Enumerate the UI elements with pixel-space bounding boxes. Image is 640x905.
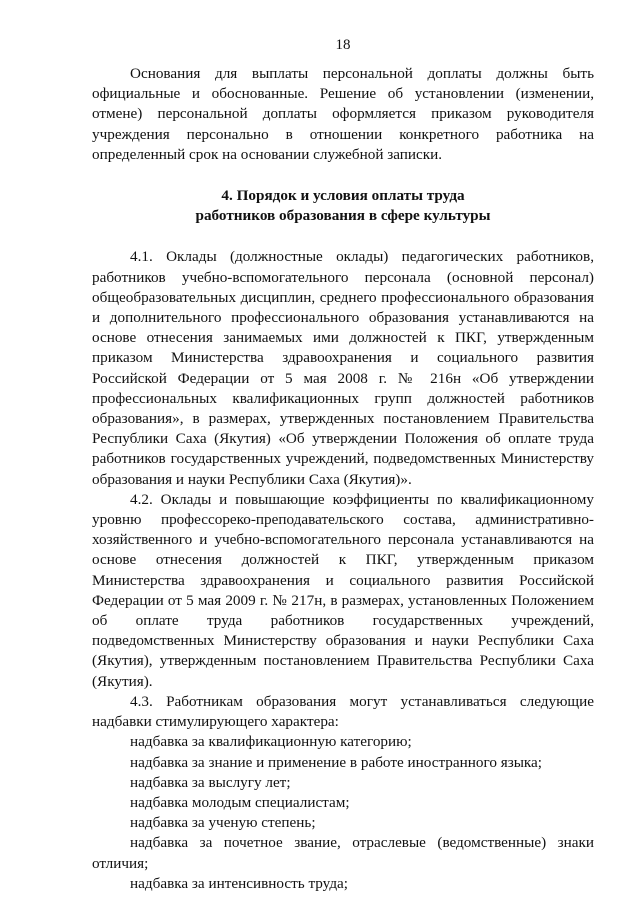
document-body	[92, 64, 594, 894]
allowance-item-seniority: надбавка за выслугу лет;	[130, 773, 291, 791]
allowance-item-foreign-language: надбавка за знание и применение в работе иностранного языка;	[130, 753, 543, 771]
section-heading-line-1: 4. Порядок и условия оплаты труда	[221, 187, 465, 205]
allowance-item-honorary-title: надбавка за почетное звание, отраслевые (ведомственные) знаки отличия;	[92, 834, 594, 872]
section-heading	[92, 186, 594, 226]
section-heading-line-2: работников образования в сфере культуры	[195, 207, 491, 225]
paragraph-4-2: 4.2. Оклады и повышающие коэффициенты по квалификационному уровню профессореко-преподавательского состава, административно-хозяйственного и учебно-вспомогательного персонала устанавливаются на основе отнесения должностей к ПКГ, утвержденным приказом Министерства здравоохранения и социального развития Российской Федерации от 5 мая 2009 г. № 217н, в размерах, установленных Положением об оплате труда работников государственных учреждений, подведомственных Министерству образования и науки Республики Саха (Якутия), утвержденным постановлением Правительства Республики Саха (Якутия).	[92, 490, 594, 690]
allowance-item-intensity: надбавка за интенсивность труда;	[130, 874, 349, 892]
paragraph-4-3: 4.3. Работникам образования могут устанавливаться следующие надбавки стимулирующего характера:	[92, 692, 594, 731]
allowance-item-young-specialists: надбавка молодым специалистам;	[130, 793, 350, 811]
page-number: 18	[335, 37, 351, 53]
allowance-list	[92, 732, 594, 894]
intro-paragraph: Основания для выплаты персональной доплаты должны быть официальные и обоснованные. Решение об установлении (изменении, отмене) персональной доплаты оформляется приказом руководителя учреждения персонально в отношении конкретного работника на определенный срок на основании служебной записки.	[92, 65, 594, 163]
allowance-item-qualification: надбавка за квалификационную категорию;	[130, 733, 412, 751]
allowance-item-academic-degree: надбавка за ученую степень;	[130, 814, 316, 832]
paragraph-4-1: 4.1. Оклады (должностные оклады) педагогических работников, работников учебно-вспомогательного персонала (основной персонал) общеобразовательных дисциплин, среднего профессионального образования и дополнительного профессионального образования устанавливаются на основе отнесения занимаемых ими должностей к ПКГ, утвержденным приказом Министерства здравоохранения и социального развития Российской Федерации от 5 мая 2008 г. № 216н «Об утверждении профессиональных квалификационных групп должностей работников образования», в размерах, утвержденных постановлением Правительства Республики Саха (Якутия) «Об утверждении Положения об оплате труда работников государственных учреждений, подведомственных Министерству образования и науки Республики Саха (Якутия)».	[92, 248, 594, 488]
